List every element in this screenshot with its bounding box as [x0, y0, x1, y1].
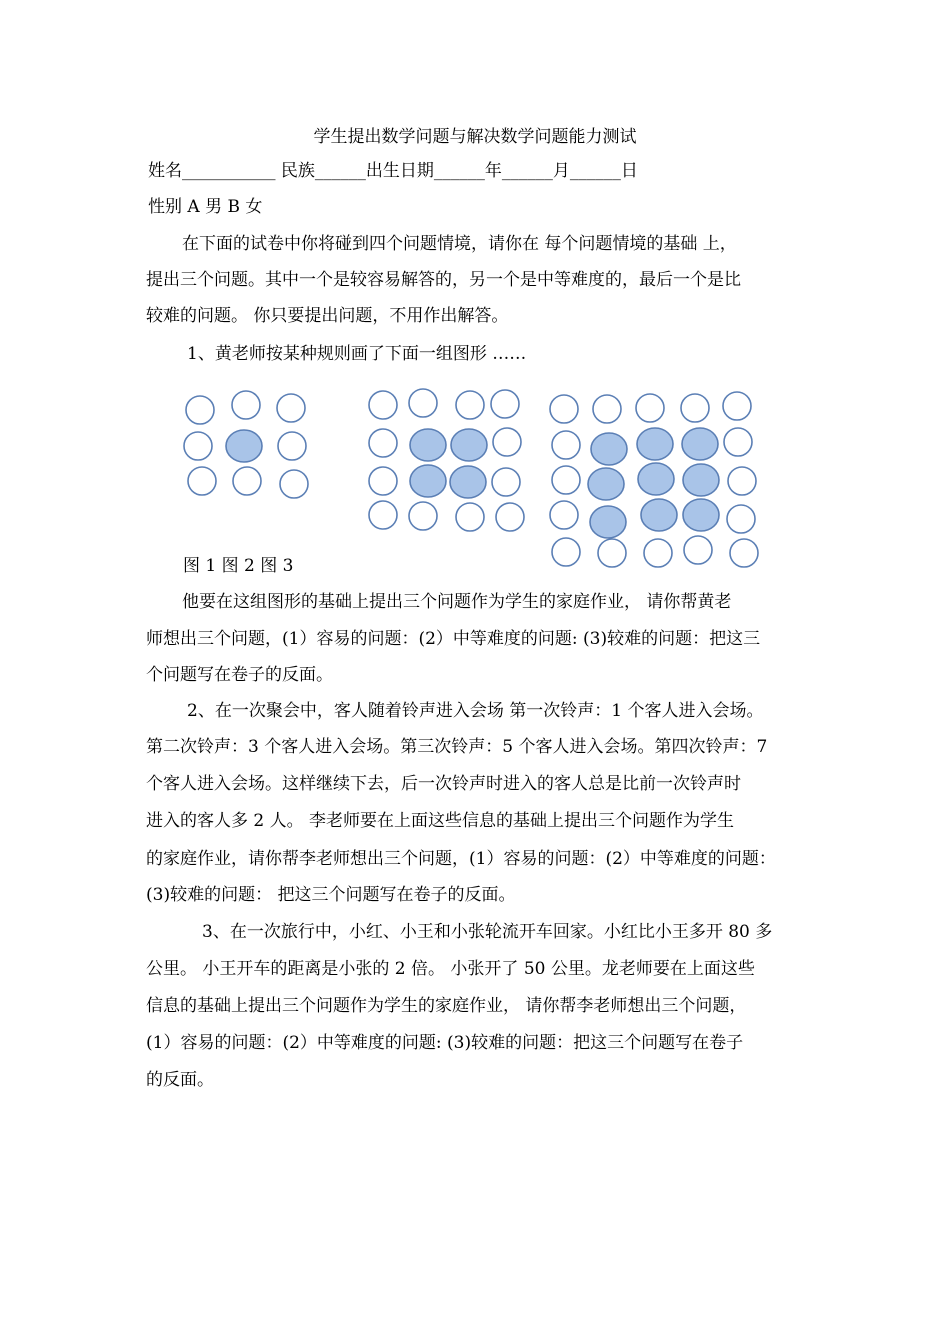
circle [184, 432, 212, 460]
question-3-text: 3、在一次旅行中，小红、小王和小张轮流开车回家。小红比小王多开 80 多 [202, 922, 773, 942]
question-3-text: 公里。 小王开车的距离是小张的 2 倍。 小张开了 50 公里。龙老师要在上面这些 [146, 959, 755, 979]
gender-line: 性别 A 男 B 女 [148, 197, 263, 217]
circle [277, 394, 305, 422]
filled-circle [410, 465, 446, 497]
circle [456, 503, 484, 531]
filled-circle [641, 499, 677, 531]
circle [456, 391, 484, 419]
question-2-text: (3)较难的问题： 把这三个问题写在卷子的反面。 [146, 885, 516, 905]
circle [232, 391, 260, 419]
question-1-text: 师想出三个问题，(1）容易的问题：(2）中等难度的问题: (3)较难的问题：把这三 [146, 629, 761, 649]
intro-line: 较难的问题。 你只要提出问题，不用作出解答。 [146, 306, 509, 326]
question-1-text: 他要在这组图形的基础上提出三个问题作为学生的家庭作业， 请你帮黄老 [182, 592, 732, 612]
question-2-text: 个客人进入会场。这样继续下去，后一次铃声时进入的客人总是比前一次铃声时 [146, 774, 741, 794]
circle [188, 467, 216, 495]
circle [369, 429, 397, 457]
filled-circle [682, 428, 718, 460]
intro-line: 在下面的试卷中你将碰到四个问题情境，请你在 每个问题情境的基础 上， [182, 234, 737, 254]
question-2-text: 2、在一次聚会中，客人随着铃声进入会场 第一次铃声：1 个客人进入会场。 [187, 701, 764, 721]
figure-caption: 图 1 图 2 图 3 [183, 556, 294, 576]
filled-circle [638, 463, 674, 495]
circle [684, 536, 712, 564]
circle [278, 432, 306, 460]
circle [727, 505, 755, 533]
filled-circle [410, 429, 446, 461]
circle [552, 466, 580, 494]
circle [369, 501, 397, 529]
circle [369, 467, 397, 495]
question-2-text: 第二次铃声：3 个客人进入会场。第三次铃声：5 个客人进入会场。第四次铃声：7 [146, 737, 768, 757]
question-3-text: 的反面。 [146, 1070, 214, 1090]
question-3-text: (1）容易的问题：(2）中等难度的问题: (3)较难的问题：把这三个问题写在卷子 [146, 1033, 744, 1053]
circle [493, 428, 521, 456]
circle [552, 431, 580, 459]
figure-2 [369, 389, 524, 531]
circle [496, 503, 524, 531]
circle [233, 467, 261, 495]
figure-1 [184, 391, 308, 498]
filled-circle [683, 464, 719, 496]
filled-circle [226, 430, 262, 462]
filled-circle [637, 428, 673, 460]
circle [550, 395, 578, 423]
circle [644, 539, 672, 567]
circle [550, 501, 578, 529]
page-title: 学生提出数学问题与解决数学问题能力测试 [313, 127, 637, 147]
circle [681, 394, 709, 422]
question-1-text: 个问题写在卷子的反面。 [146, 665, 333, 685]
circle [409, 389, 437, 417]
circle [724, 428, 752, 456]
circle [552, 538, 580, 566]
filled-circle [450, 466, 486, 498]
filled-circle [591, 433, 627, 465]
circle [723, 392, 751, 420]
circle [593, 395, 621, 423]
circle [636, 394, 664, 422]
circle [186, 396, 214, 424]
question-3-text: 信息的基础上提出三个问题作为学生的家庭作业， 请你帮李老师想出三个问题， [146, 996, 747, 1016]
question-1-heading: 1、黄老师按某种规则画了下面一组图形 …… [187, 344, 527, 364]
circle [409, 502, 437, 530]
circle [280, 470, 308, 498]
circle [728, 467, 756, 495]
circle [598, 539, 626, 567]
filled-circle [683, 499, 719, 531]
question-2-text: 进入的客人多 2 人。 李老师要在上面这些信息的基础上提出三个问题作为学生 [146, 811, 735, 831]
circle [730, 539, 758, 567]
circle-pattern-figure [0, 380, 950, 580]
circle [491, 390, 519, 418]
intro-line: 提出三个问题。其中一个是较容易解答的，另一个是中等难度的，最后一个是比 [146, 270, 741, 290]
filled-circle [588, 468, 624, 500]
figure-3 [550, 392, 758, 567]
filled-circle [590, 506, 626, 538]
student-info-line: 姓名___________ 民族______出生日期______年______月______日 [148, 161, 638, 181]
filled-circle [451, 429, 487, 461]
circle [492, 468, 520, 496]
circle [369, 391, 397, 419]
question-2-text: 的家庭作业，请你帮李老师想出三个问题，(1）容易的问题：(2）中等难度的问题： [146, 849, 776, 869]
